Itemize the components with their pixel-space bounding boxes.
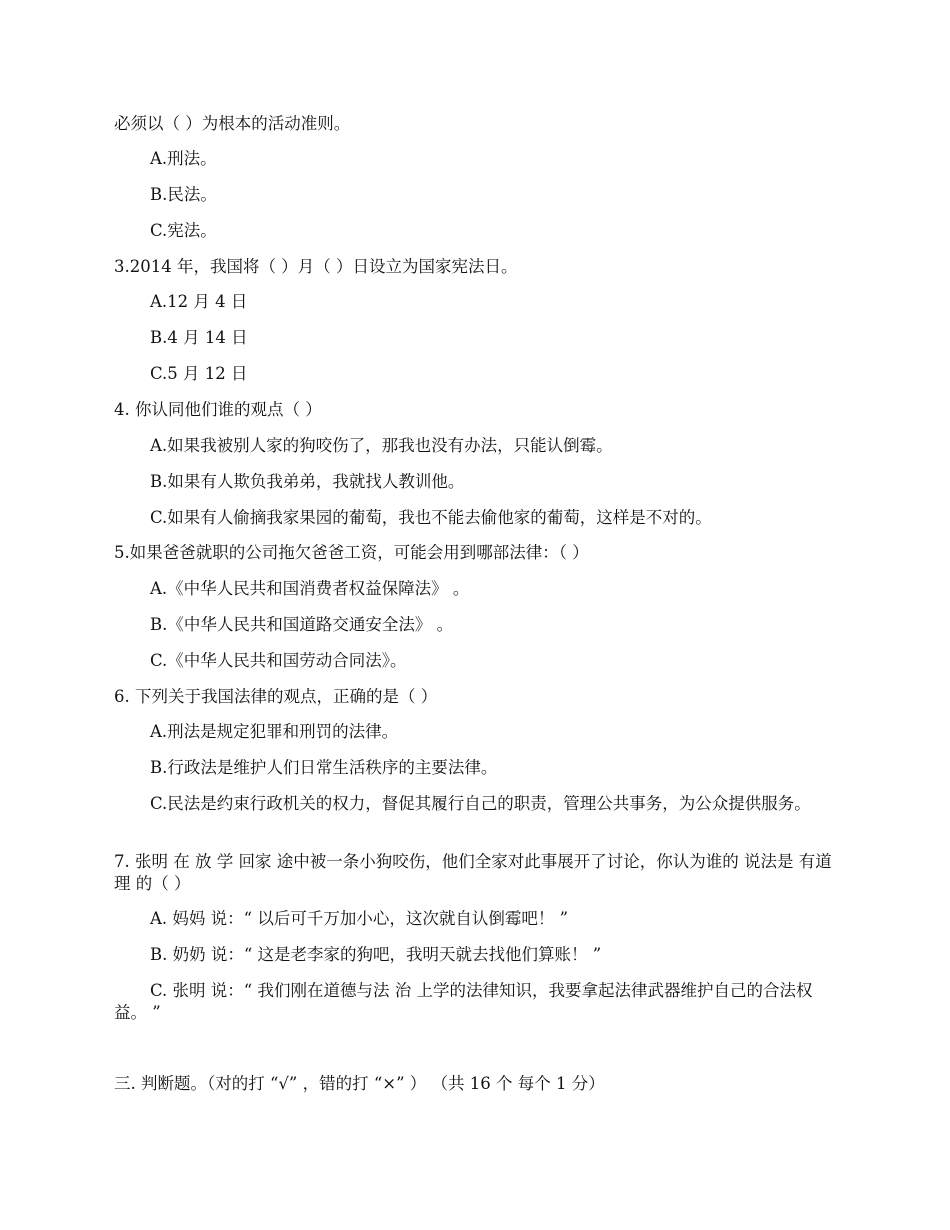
question-7-option-a: A. 妈妈 说：“ 以后可千万加小心，这次就自认倒霉吧！ ” [150,909,569,928]
question-4-option-a: A.如果我被别人家的狗咬伤了，那我也没有办法，只能认倒霉。 [150,436,613,455]
question-2-option-b: B.民法。 [150,185,217,204]
question-6-option-b: B.行政法是维护人们日常生活秩序的主要法律。 [150,758,498,777]
question-6-stem: 6. 下列关于我国法律的观点，正确的是（ ） [114,687,438,706]
question-2-option-c: C.宪法。 [150,221,217,240]
question-7-stem: 7. 张明 在 放 学 回家 途中被一条小狗咬伤，他们全家对此事展开了讨论，你认为谁的 说法是 有道理 的（ ） [114,852,832,893]
question-2-stem: 必须以（ ）为根本的活动准则。 [114,114,351,133]
question-7-option-c: C. 张明 说：“ 我们刚在道德与法 治 上学的法律知识，我要拿起法律武器维护自己的合法权益。 ” [114,981,813,1022]
question-7-option-b: B. 奶奶 说：“ 这是老李家的狗吧，我明天就去找他们算账！ ” [150,945,602,964]
question-4-stem: 4. 你认同他们谁的观点（ ） [114,400,322,419]
question-5-option-b: B.《中华人民共和国道路交通安全法》 。 [150,615,454,634]
question-3-option-b: B.4 月 14 日 [150,328,248,347]
question-3-option-a: A.12 月 4 日 [150,292,248,311]
question-4-option-c: C.如果有人偷摘我家果园的葡萄，我也不能去偷他家的葡萄，这样是不对的。 [150,508,712,527]
question-6-option-a: A.刑法是规定犯罪和刑罚的法律。 [150,722,399,741]
question-2-option-a: A.刑法。 [150,149,217,168]
question-5-option-c: C.《中华人民共和国劳动合同法》。 [150,651,407,670]
section-3-heading: 三. 判断题。（对的打 “√” ，错的打 “×” ） （共 16 个 每个 1 分） [114,1074,605,1093]
question-5-stem: 5.如果爸爸就职的公司拖欠爸爸工资，可能会用到哪部法律：（ ） [114,543,589,562]
question-6-option-c: C.民法是约束行政机关的权力，督促其履行自己的职责，管理公共事务，为公众提供服务。 [150,794,811,813]
question-5-option-a: A.《中华人民共和国消费者权益保障法》 。 [150,579,470,598]
question-4-option-b: B.如果有人欺负我弟弟，我就找人教训他。 [150,472,465,491]
question-3-stem: 3.2014 年，我国将（ ）月（ ）日设立为国家宪法日。 [114,257,518,276]
question-3-option-c: C.5 月 12 日 [150,364,248,383]
